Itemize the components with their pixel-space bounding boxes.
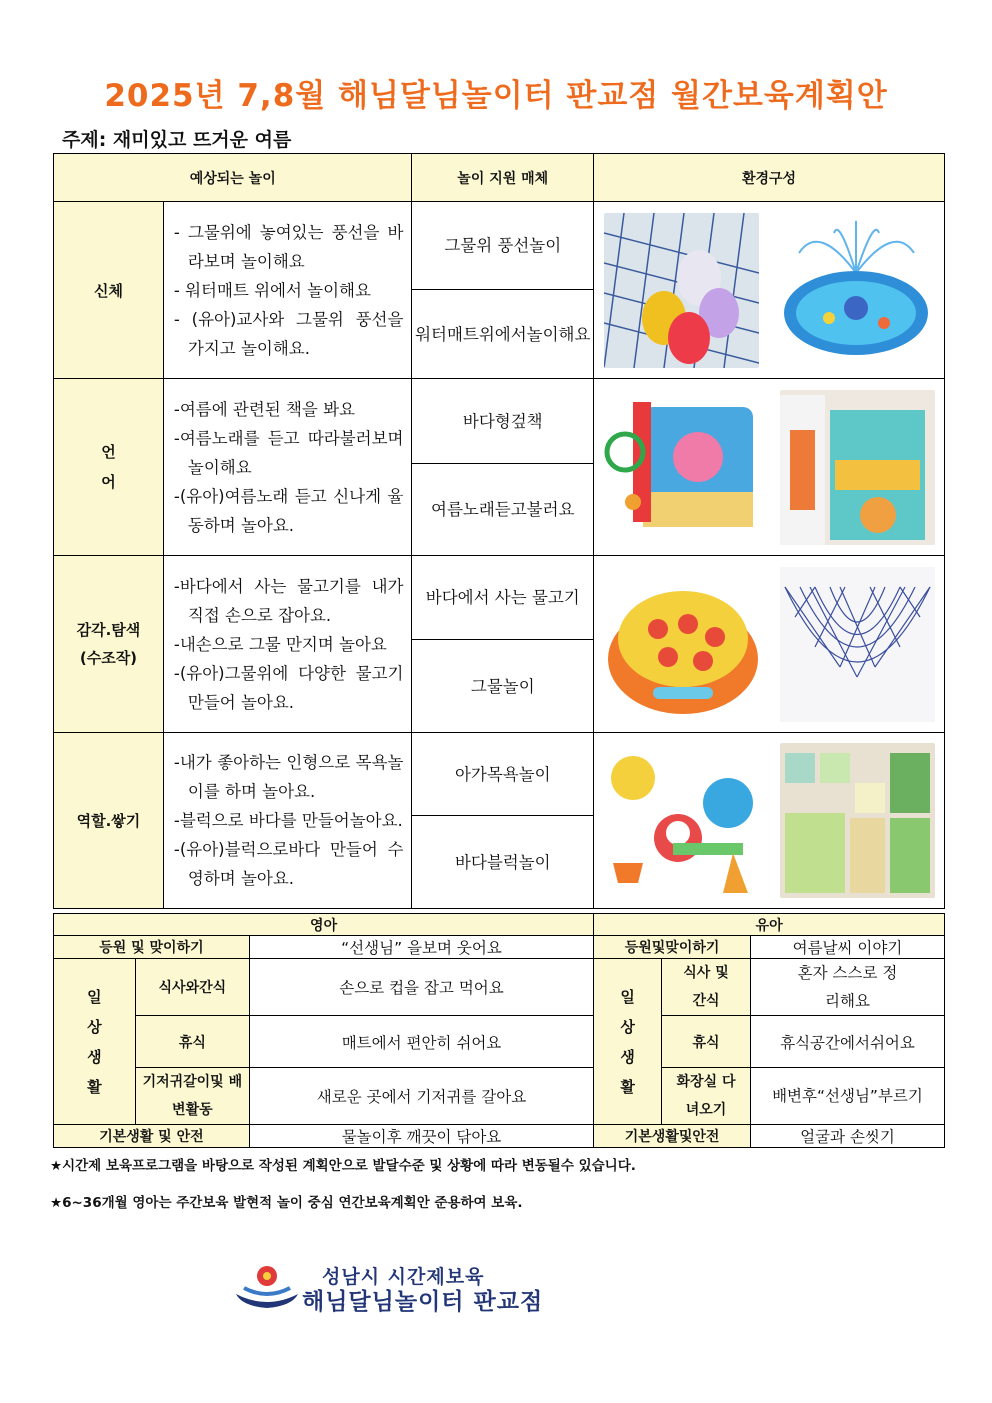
safety-label-toddler: 기본생활및안전	[594, 1125, 751, 1148]
toilet-label-text: 화장실 다녀오기	[676, 1074, 736, 1118]
header-plays: 예상되는 놀이	[54, 154, 412, 202]
cloth-book-photo	[603, 392, 763, 542]
area-label: 감각.탐색 (수조작)	[76, 621, 141, 667]
header-support: 놀이 지원 매체	[412, 154, 594, 202]
safety-infant: 물놀이후 깨끗이 닦아요	[249, 1125, 593, 1148]
support-item: 그물위 풍선놀이	[412, 202, 594, 290]
rest-infant: 매트에서 편안히 쉬어요	[249, 1016, 593, 1068]
meal-label-toddler	[662, 959, 751, 1016]
header-env: 환경구성	[594, 154, 945, 202]
play-item: -(유아)그물위에 다양한 물고기 만들어 놀아요.	[173, 663, 404, 712]
area-language	[54, 379, 164, 556]
footer-logo	[232, 1262, 682, 1315]
plays-cell	[163, 202, 412, 379]
play-item: -블럭으로 바다를 만들어놀아요.	[173, 811, 403, 830]
play-item: -여름노래를 듣고 따라불러보며 놀이해요	[173, 428, 404, 477]
meal-toddler-text: 혼자 스스로 정리해요	[797, 964, 898, 1010]
rest-toddler: 휴식공간에서쉬어요	[750, 1016, 944, 1068]
meal-label-infant: 식사와간식	[135, 959, 249, 1016]
note-2: ★6~36개월 영아는 주간보육 발현적 놀이 중심 연간보육계획안 준용하여 보육.	[50, 1195, 523, 1211]
area-label: 언어	[101, 443, 116, 491]
daily-life-text: 일상생활	[620, 987, 635, 1096]
play-item: -(유아)여름노래 듣고 신나게 율동하며 놀아요.	[173, 486, 404, 535]
net-photo	[780, 567, 935, 722]
play-item: -바다에서 사는 물고기를 내가 직접 손으로 잡아요.	[173, 576, 404, 625]
support-item: 바다형겊책	[412, 379, 594, 464]
area-sensory	[54, 556, 164, 733]
infant-header: 영아	[54, 914, 594, 936]
toilet-toddler-text: 배변후“선생님”부르기	[772, 1087, 923, 1105]
arrival-label-infant: 등원 및 맞이하기	[54, 936, 250, 959]
support-item: 그물놀이	[412, 640, 594, 733]
area-role: 역할.쌓기	[54, 733, 164, 909]
rest-label-toddler: 휴식	[662, 1016, 751, 1068]
daily-life-label-toddler	[594, 959, 662, 1125]
env-cell	[594, 733, 945, 909]
support-item: 바다블럭놀이	[412, 816, 594, 909]
rest-label-infant: 휴식	[135, 1016, 249, 1068]
play-item: -내손으로 그물 만지며 놀아요	[173, 634, 387, 654]
bath-toy-photo	[603, 743, 763, 898]
plan-table	[53, 153, 945, 909]
theme-label: 주제: 재미있고 뜨거운 여름	[62, 129, 292, 151]
diaper-infant: 새로운 곳에서 기저귀를 갈아요	[249, 1068, 593, 1125]
diaper-label	[135, 1068, 249, 1125]
logo-line2: 해님달님놀이터 판교점	[302, 1289, 544, 1315]
water-mat-photo	[779, 213, 934, 368]
safety-label-infant: 기본생활 및 안전	[54, 1125, 250, 1148]
city-emblem-icon	[232, 1264, 302, 1310]
arrival-toddler: 여름날씨 이야기	[750, 936, 944, 959]
plays-cell	[163, 733, 412, 909]
arrival-infant: “선생님” 을보며 웃어요	[249, 936, 593, 959]
play-item: - 그물위에 놓여있는 풍선을 바라보며 놀이해요	[173, 222, 404, 271]
play-item: - 워터매트 위에서 놀이해요	[173, 280, 371, 300]
support-item: 워터매트위에서놀이해요	[412, 290, 594, 379]
play-item: -내가 좋아하는 인형으로 목욕놀이를 하며 놀아요.	[173, 753, 404, 801]
diaper-label-text: 기저귀갈이및 배변활동	[142, 1074, 243, 1118]
env-cell	[594, 556, 945, 733]
play-item: - (유아)교사와 그물위 풍선을 가지고 놀이해요.	[173, 309, 404, 358]
meal-infant: 손으로 컵을 잡고 먹어요	[249, 959, 593, 1016]
support-item: 바다에서 사는 물고기	[412, 556, 594, 640]
area-physical: 신체	[54, 202, 164, 379]
daily-life-label-infant	[54, 959, 136, 1125]
note-1: ★시간제 보육프로그램을 바탕으로 작성된 계획안으로 발달수준 및 상황에 따라 변동될수 있습니다.	[50, 1158, 636, 1174]
env-cell	[594, 202, 945, 379]
daily-life-table	[53, 913, 945, 1148]
sound-book-photo	[780, 390, 935, 545]
page-title: 2025년 7,8월 해님달님놀이터 판교점 월간보육계획안	[104, 78, 888, 114]
net-balloons-photo	[604, 213, 759, 368]
arrival-label-toddler: 등원및맞이하기	[594, 936, 751, 959]
support-item: 아가목욕놀이	[412, 733, 594, 816]
toddler-header: 유아	[594, 914, 945, 936]
play-item: -여름에 관련된 책을 봐요	[173, 399, 355, 419]
toilet-toddler	[750, 1068, 944, 1125]
plays-cell	[163, 379, 412, 556]
toilet-label	[662, 1068, 751, 1125]
fishing-toy-photo	[603, 569, 763, 719]
blocks-photo	[780, 743, 935, 898]
meal-label-text: 식사 및 간식	[683, 965, 729, 1009]
env-cell	[594, 379, 945, 556]
daily-life-text: 일상생활	[87, 987, 102, 1096]
safety-toddler: 얼굴과 손씻기	[750, 1125, 944, 1148]
logo-line1: 성남시 시간제보육	[322, 1266, 485, 1288]
meal-toddler	[750, 959, 944, 1016]
plays-cell	[163, 556, 412, 733]
support-item: 여름노래듣고불러요	[412, 464, 594, 556]
play-item: -(유아)블럭으로바다 만들어 수영하며 놀아요.	[173, 840, 404, 888]
